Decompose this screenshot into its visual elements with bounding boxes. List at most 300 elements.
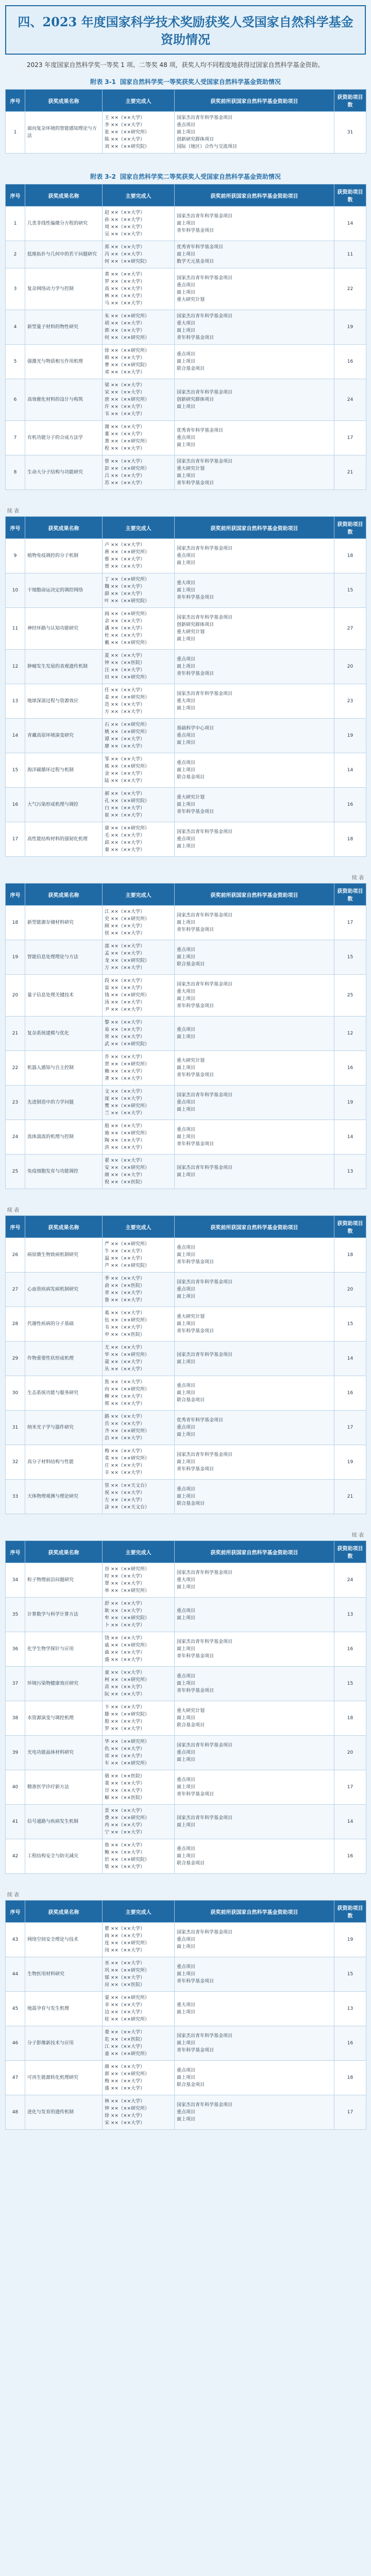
contributor: 叶 ××（××研究院） — [105, 599, 150, 604]
contributor: 崔 ××（××大学） — [105, 813, 145, 818]
contributor: 牟 ××（××研究院） — [105, 1616, 150, 1621]
contributor: 宋 ××（××大学） — [105, 2121, 145, 2126]
table-row — [6, 1376, 366, 1411]
funding-project: 国家杰出青年科学基金项目 — [177, 214, 233, 219]
main-contributors — [103, 379, 175, 421]
table-header — [6, 184, 366, 207]
table-row — [6, 112, 366, 154]
funding-projects — [175, 1051, 334, 1086]
table-row — [6, 975, 366, 1016]
funding-project: 面上项目 — [177, 328, 196, 333]
funding-project: 青年科学基金项目 — [177, 809, 214, 815]
funding-projects — [175, 241, 334, 268]
achievement-name: 计算数学与科学计算方法 — [25, 1598, 103, 1632]
main-contributors — [103, 608, 175, 650]
contributor: 廖 ××（××大学） — [105, 744, 145, 749]
contributor: 翟 ××（××大学） — [105, 1158, 145, 1163]
funding-table — [5, 516, 366, 857]
header-row — [6, 1216, 366, 1238]
funding-project: 青年科学基金项目 — [177, 481, 214, 486]
contributor: 刘 ××（××研究院） — [105, 144, 150, 149]
contributor: 王 ××（××大学） — [105, 115, 145, 121]
contributor: 段 ××（××大学） — [105, 978, 145, 984]
project-count: 25 — [334, 975, 366, 1016]
funding-project: 重大研究计划 — [177, 795, 205, 800]
funding-projects — [175, 1632, 334, 1667]
contributor: 宁 ××（××大学） — [105, 1830, 145, 1835]
table-spacer — [5, 1874, 366, 1885]
table-row — [6, 753, 366, 788]
funding-project: 面上项目 — [177, 955, 196, 960]
funding-projects — [175, 379, 334, 421]
achievement-name: 生命大分子结构与功能研究 — [25, 455, 103, 490]
main-contributors — [103, 2095, 175, 2130]
funding-project: 重点项目 — [177, 1608, 196, 1614]
table-row — [6, 379, 366, 421]
funding-projects — [175, 940, 334, 975]
header-no: 序号 — [6, 1901, 25, 1923]
table-spacer — [5, 2130, 366, 2141]
header-funding: 获奖前所获国家自然科学基金资助项目 — [175, 90, 334, 112]
header-funding: 获奖前所获国家自然科学基金资助项目 — [175, 184, 334, 207]
main-contributors — [103, 1376, 175, 1411]
contributor: 魏 ××（××大学） — [105, 584, 145, 589]
funding-projects — [175, 112, 334, 154]
achievement-name: 复杂网络动力学与控制 — [25, 268, 103, 310]
table-row — [6, 268, 366, 310]
row-number: 25 — [6, 1155, 25, 1189]
funding-project: 国家杰出青年科学基金项目 — [177, 1816, 233, 1821]
table-caption — [5, 172, 366, 181]
project-count: 21 — [334, 1480, 366, 1514]
funding-project: 国家杰出青年科学基金项目 — [177, 276, 233, 281]
funding-project: 重点项目 — [177, 760, 196, 766]
contributor: 莫 ××（××研究所） — [105, 1456, 150, 1461]
row-number: 13 — [6, 684, 25, 719]
contributor: 郭 ××（××研究所） — [105, 2072, 150, 2077]
row-number: 10 — [6, 573, 25, 608]
funding-project: 重大项目 — [177, 321, 196, 326]
contributor: 许 ××（××大学） — [105, 404, 145, 410]
main-contributors — [103, 268, 175, 310]
contributor: 韦 ××（××大学） — [105, 1325, 145, 1330]
table-body — [6, 1563, 366, 1874]
contributor: 贺 ××（××研究所） — [105, 1062, 150, 1067]
table-row — [6, 1736, 366, 1770]
contributor: 邹 ××（××大学） — [105, 757, 145, 762]
header-funding: 获奖前所获国家自然科学基金资助项目 — [175, 1541, 334, 1563]
achievement-name: 地球深部过程与资源效应 — [25, 684, 103, 719]
contributor: 柳 ××（××大学） — [105, 1394, 145, 1399]
main-contributors — [103, 112, 175, 154]
table-row — [6, 1957, 366, 1992]
row-number: 23 — [6, 1086, 25, 1120]
funding-project: 重点项目 — [177, 2068, 196, 2073]
contributor: 梁 ××（××大学） — [105, 383, 145, 388]
contributor: 景 ××（××大学） — [105, 1808, 145, 1814]
contributor: 程 ××（××大学） — [105, 446, 145, 451]
project-count: 14 — [334, 1805, 366, 1839]
table-row — [6, 1480, 366, 1514]
achievement-name: 植物免疫调控的分子机制 — [25, 539, 103, 573]
project-count: 24 — [334, 379, 366, 421]
funding-projects — [175, 650, 334, 684]
contributor: 卢 ××（××大学） — [105, 543, 145, 548]
contributor: 安 ××（××研究所） — [105, 1165, 150, 1171]
contributor: 汤 ××（××大学） — [105, 1000, 145, 1005]
funding-project: 国家杰出青年科学基金项目 — [177, 1093, 233, 1098]
achievement-name: 精准医学诊疗新方法 — [25, 1770, 103, 1805]
main-contributors — [103, 1016, 175, 1051]
project-count: 13 — [334, 1992, 366, 2026]
header-no: 序号 — [6, 517, 25, 539]
main-contributors — [103, 573, 175, 608]
row-number: 12 — [6, 650, 25, 684]
contributor: 祝 ××（××大学） — [105, 1490, 145, 1496]
funding-projects — [175, 2095, 334, 2130]
contributor: 倪 ××（××医院） — [105, 1180, 145, 1185]
funding-project: 面上项目 — [177, 1944, 196, 1950]
header-no: 序号 — [6, 1541, 25, 1563]
contributor: 章 ××（××大学） — [105, 1291, 145, 1296]
funding-project: 重点项目 — [177, 1674, 196, 1679]
contributor: 何 ××（××研究所） — [105, 335, 150, 341]
contributor: 管 ××（××天文台） — [105, 1483, 150, 1488]
funding-projects — [175, 1701, 334, 1736]
funding-project: 面上项目 — [177, 1321, 196, 1327]
achievement-name: 几类非线性偏微分方程的研究 — [25, 207, 103, 241]
achievement-name: 工程结构安全与防灾减灾 — [25, 1839, 103, 1874]
funding-projects — [175, 1957, 334, 1992]
row-number: 35 — [6, 1598, 25, 1632]
project-count: 31 — [334, 112, 366, 154]
achievement-name: 高性能结构材料的强韧化机理 — [25, 822, 103, 857]
row-number: 16 — [6, 788, 25, 822]
row-number: 4 — [6, 310, 25, 345]
funding-project: 面上项目 — [177, 588, 196, 593]
funding-project: 重点项目 — [177, 435, 196, 440]
table-row — [6, 1770, 366, 1805]
row-number: 2 — [6, 241, 25, 268]
contributor: 罗 ××（××大学） — [105, 279, 145, 284]
table-row — [6, 310, 366, 345]
page-title: 四、2023 年度国家科学技术奖励获奖人受国家自然科学基金资助情况 — [18, 14, 353, 47]
main-contributors — [103, 345, 175, 379]
funding-project: 面上项目 — [177, 1252, 196, 1258]
contributor: 雷 ××（××大学） — [105, 986, 145, 991]
row-number: 34 — [6, 1563, 25, 1598]
contributor: 饶 ××（××大学） — [105, 1636, 145, 1641]
contributor: 聂 ××（××大学） — [105, 1360, 145, 1365]
funding-projects — [175, 1238, 334, 1273]
achievement-name: 智能信息处理理论与方法 — [25, 940, 103, 975]
main-contributors — [103, 650, 175, 684]
header-row — [6, 90, 366, 112]
funding-project: 青年科学基金项目 — [177, 927, 214, 933]
row-number: 5 — [6, 345, 25, 379]
contributor: 戚 ××（××研究所） — [105, 1643, 150, 1648]
funding-project: 联合基金项目 — [177, 775, 205, 780]
funding-project: 面上项目 — [177, 1391, 196, 1396]
funding-project: 国家杰出青年科学基金项目 — [177, 314, 233, 319]
funding-project: 重点项目 — [177, 1750, 196, 1755]
achievement-name: 大气污染形成机理与调控 — [25, 788, 103, 822]
row-number: 31 — [6, 1411, 25, 1445]
table-header — [6, 1216, 366, 1238]
funding-project: 面上项目 — [177, 1134, 196, 1140]
achievement-name: 纳米光子学与器件研究 — [25, 1411, 103, 1445]
project-count: 11 — [334, 241, 366, 268]
funding-project: 面上项目 — [177, 2117, 196, 2122]
contributor: 曲 ××（××大学） — [105, 1650, 145, 1655]
project-count: 13 — [334, 1598, 366, 1632]
row-number: 26 — [6, 1238, 25, 1273]
contributor: 邵 ××（××大学） — [105, 944, 145, 949]
funding-project: 联合基金项目 — [177, 1861, 205, 1866]
table-row — [6, 421, 366, 455]
main-contributors — [103, 1701, 175, 1736]
project-count: 15 — [334, 1957, 366, 1992]
project-count: 16 — [334, 1839, 366, 1874]
funding-project: 青年科学基金项目 — [177, 1260, 214, 1265]
achievement-name: 作物重要性状形成机理 — [25, 1342, 103, 1376]
contributor: 蔡 ××（××大学） — [105, 557, 145, 562]
table-row — [6, 1086, 366, 1120]
funding-project: 面上项目 — [177, 844, 196, 849]
contributor: 常 ××（××大学） — [105, 1035, 145, 1040]
achievement-name: 神经环路与认知功能研究 — [25, 608, 103, 650]
row-number: 17 — [6, 822, 25, 857]
main-contributors — [103, 788, 175, 822]
funding-project: 青年科学基金项目 — [177, 671, 214, 676]
contributor: 吴 ××（××大学） — [105, 232, 145, 237]
table-row — [6, 241, 366, 268]
main-contributors — [103, 1411, 175, 1445]
funding-projects — [175, 1563, 334, 1598]
header-no: 序号 — [6, 1216, 25, 1238]
contributor: 甘 ××（××大学） — [105, 1788, 145, 1793]
contributor: 伍 ××（××研究所） — [105, 1318, 150, 1323]
main-contributors — [103, 1805, 175, 1839]
contributor: 朱 ××（××研究所） — [105, 314, 150, 319]
header-row — [6, 1901, 366, 1923]
funding-project: 青年科学基金项目 — [177, 228, 214, 233]
main-contributors — [103, 539, 175, 573]
row-number: 28 — [6, 1307, 25, 1342]
header-name: 获奖成果名称 — [25, 1216, 103, 1238]
achievement-name: 粒子物理前沿问题研究 — [25, 1563, 103, 1598]
funding-project: 青年科学基金项目 — [177, 2048, 214, 2053]
funding-table — [5, 883, 366, 1189]
contributor: 史 ××（××研究所） — [105, 917, 150, 922]
funding-project: 国家杰出青年科学基金项目 — [177, 390, 233, 395]
funding-project: 面上项目 — [177, 561, 196, 566]
contributor: 陶 ××（××大学） — [105, 1138, 145, 1143]
table-spacer — [5, 154, 366, 165]
main-contributors — [103, 975, 175, 1016]
funding-project: 国家杰出青年科学基金项目 — [177, 1452, 233, 1458]
funding-projects — [175, 1480, 334, 1514]
funding-project: 面上项目 — [177, 1065, 196, 1071]
contributor: 齐 ××（××研究所） — [105, 1429, 150, 1434]
funding-project: 面上项目 — [177, 920, 196, 925]
project-count: 18 — [334, 1701, 366, 1736]
tables-container — [5, 77, 366, 2141]
row-number: 27 — [6, 1273, 25, 1307]
row-number: 18 — [6, 906, 25, 940]
table-body — [6, 207, 366, 490]
contributor: 何 ××（××研究院） — [105, 259, 150, 264]
header-funding: 获奖前所获国家自然科学基金资助项目 — [175, 1901, 334, 1923]
achievement-name: 天体物理观测与理论研究 — [25, 1480, 103, 1514]
table-row — [6, 1839, 366, 1874]
contributor: 危 ××（××医院） — [105, 2037, 145, 2042]
contributor: 江 ××（××大学） — [105, 2044, 145, 2049]
funding-project: 面上项目 — [177, 2010, 196, 2015]
main-contributors — [103, 1736, 175, 1770]
funding-project: 国家杰出青年科学基金项目 — [177, 115, 233, 121]
table-header — [6, 1541, 366, 1563]
table-caption-number: 附表 3-2 — [90, 173, 116, 180]
contributor: 郝 ××（××大学） — [105, 791, 145, 796]
project-count: 18 — [334, 2061, 366, 2095]
contributor: 康 ××（××研究所） — [105, 826, 150, 831]
contributor: 苏 ××（××大学） — [105, 481, 145, 486]
funding-project: 数学天元基金项目 — [177, 259, 214, 264]
row-number: 19 — [6, 940, 25, 975]
funding-table — [5, 1215, 366, 1514]
funding-project: 面上项目 — [177, 1785, 196, 1790]
header-row — [6, 1541, 366, 1563]
contributor: 柴 ××（××大学） — [105, 1865, 145, 1870]
contributor: 蒋 ××（××研究所） — [105, 550, 150, 555]
achievement-name: 高分子材料结构与性能 — [25, 1445, 103, 1480]
contributor: 兰 ××（××大学） — [105, 1111, 145, 1116]
contributor: 赖 ××（××大学） — [105, 1069, 145, 1074]
funding-project: 面上项目 — [177, 443, 196, 448]
main-contributors — [103, 719, 175, 753]
header-funding: 获奖前所获国家自然科学基金资助项目 — [175, 884, 334, 906]
funding-projects — [175, 207, 334, 241]
contributor: 彭 ××（××研究所） — [105, 466, 150, 471]
table-row — [6, 539, 366, 573]
project-count: 18 — [334, 539, 366, 573]
contributor: 施 ××（××研究所） — [105, 1131, 150, 1136]
header-no: 序号 — [6, 90, 25, 112]
main-contributors — [103, 753, 175, 788]
contributor: 毕 ××（××研究所） — [105, 1352, 150, 1358]
funding-project: 面上项目 — [177, 404, 196, 410]
funding-project: 重点项目 — [177, 1245, 196, 1250]
achievement-name: 生态系统功能与服务研究 — [25, 1376, 103, 1411]
contributor: 殷 ××（××大学） — [105, 1124, 145, 1129]
funding-project: 青年科学基金项目 — [177, 1792, 214, 1797]
header-row — [6, 184, 366, 207]
main-contributors — [103, 1086, 175, 1120]
funding-project: 国家杰出青年科学基金项目 — [177, 1570, 233, 1575]
funding-projects — [175, 2061, 334, 2095]
contributor: 韦 ××（××大学） — [105, 412, 145, 417]
table-row — [6, 684, 366, 719]
continued-label: 续 表 — [7, 1208, 20, 1213]
funding-project: 重大研究计划 — [177, 297, 205, 302]
table-body — [6, 1923, 366, 2130]
funding-project: 重大项目 — [177, 989, 196, 994]
project-count: 16 — [334, 1051, 366, 1086]
achievement-name: 光电功能晶体材料研究 — [25, 1736, 103, 1770]
project-count: 24 — [334, 1563, 366, 1598]
project-count: 15 — [334, 1307, 366, 1342]
achievement-name: 地震孕育与发生机理 — [25, 1992, 103, 2026]
funding-project: 面上项目 — [177, 359, 196, 364]
contributor: 龙 ××（××研究院） — [105, 958, 150, 963]
funding-project: 重大项目 — [177, 581, 196, 586]
contributor: 杜 ××（××大学） — [105, 633, 145, 638]
header-name: 获奖成果名称 — [25, 1541, 103, 1563]
funding-project: 面上项目 — [177, 740, 196, 745]
funding-projects — [175, 310, 334, 345]
funding-projects — [175, 1805, 334, 1839]
project-count: 20 — [334, 1273, 366, 1307]
contributor: 易 ××（××大学） — [105, 1027, 145, 1032]
header-row — [6, 884, 366, 906]
funding-project: 联合基金项目 — [177, 962, 205, 967]
table-caption-text: 国家自然科学奖一等奖获奖人受国家自然科学基金资助情况 — [120, 78, 281, 86]
contributor: 徐 ××（××研究所） — [105, 348, 150, 353]
funding-projects — [175, 1598, 334, 1632]
achievement-name: 进化与发育的遗传机制 — [25, 2095, 103, 2130]
contributor: 巩 ××（××研究所） — [105, 1968, 150, 1973]
funding-project: 国家杰出青年科学基金项目 — [177, 2033, 233, 2039]
contributor: 梅 ××（××大学） — [105, 1449, 145, 1454]
achievement-name: 可再生能源转化机理研究 — [25, 2061, 103, 2095]
header-name: 获奖成果名称 — [25, 184, 103, 207]
contributor: 仇 ××（××大学） — [105, 1747, 145, 1752]
contributor: 冯 ××（××大学） — [105, 252, 145, 257]
contributor: 姜 ××（××研究所） — [105, 695, 150, 700]
contributor: 余 ××（××大学） — [105, 619, 145, 624]
contributor: 田 ××（××研究所） — [105, 675, 150, 680]
table-row — [6, 207, 366, 241]
contributor: 殷 ××（××大学） — [105, 1719, 145, 1724]
header-people: 主要完成人 — [103, 184, 175, 207]
header-count: 获资助项目数 — [334, 1901, 366, 1923]
contributor: 曹 ××（××研究院） — [105, 363, 150, 368]
contributor: 马 ××（××大学） — [105, 301, 145, 306]
project-count: 15 — [334, 940, 366, 975]
row-number: 32 — [6, 1445, 25, 1480]
contributor: 巫 ××（××大学） — [105, 1961, 145, 1966]
continued-label: 续 表 — [351, 1533, 364, 1538]
contributor: 温 ××（××大学） — [105, 1256, 145, 1261]
contributor: 梅 ××（××大学） — [105, 2079, 145, 2084]
funding-projects — [175, 1411, 334, 1445]
contributor: 林 ××（××大学） — [105, 294, 145, 299]
funding-project: 面上项目 — [177, 1823, 196, 1828]
funding-project: 面上项目 — [177, 130, 196, 135]
contributor: 吕 ××（××大学） — [105, 473, 145, 479]
project-count: 17 — [334, 1411, 366, 1445]
funding-project: 重点项目 — [177, 1127, 196, 1132]
achievement-name: 强激光与物质相互作用机理 — [25, 345, 103, 379]
contributor: 颜 ××（××大学） — [105, 2064, 145, 2070]
contributor: 鲁 ××（××大学） — [105, 1298, 145, 1303]
contributor: 蒙 ××（××研究所） — [105, 1995, 150, 2001]
contributor: 周 ××（××大学） — [105, 225, 145, 230]
contributor: 庞 ××（××大学） — [105, 1096, 145, 1101]
funding-project: 重大研究计划 — [177, 1708, 205, 1714]
funding-project: 重大研究计划 — [177, 630, 205, 635]
